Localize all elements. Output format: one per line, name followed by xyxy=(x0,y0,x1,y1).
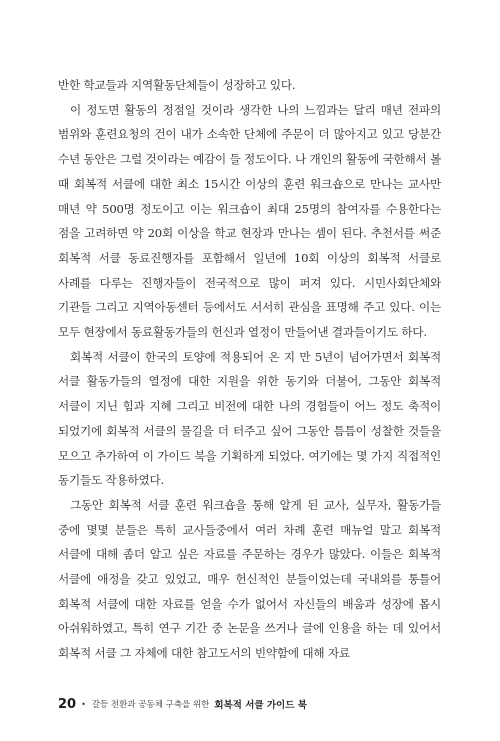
book-subtitle: 갈등 전환과 공동체 구축을 위한 xyxy=(91,700,210,710)
paragraph: 이 정도면 활동의 정점일 것이라 생각한 나의 느낌과는 달리 매년 전파의 범위와 훈련요청의 건이 내가 소속한 단체에 주문이 더 많아지고 있고 당분간 수년 동안은 그럴 것이라는 예감이 들 정도이다. 나 개인의 활동에 국한해서 볼 때 회복적 서클에 대한 최소 15시간 이상의 훈련 워크숍으로 만나는 교사만 매년 약 500명 정도이고 이는 워크숍이 최대 25명의 참여자를 수용한다는 점을 고려하면 약 20회 이상을 학교 현장과 만나는 셈이 된다. 추천서를 써준 회복적 서클 동료진행자를 포함해서 일년에 10회 이상의 회복적 서클로 사례를 다루는 진행자들이 전국적으로 많이 퍼져 있다. 시민사회단체와 기관들 그리고 지역아동센터 등에서도 서서히 관심을 표명해 주고 있다. 이는 모두 현장에서 동료활동가들의 헌신과 열정이 만들어낸 결과들이기도 하다. xyxy=(58,102,441,340)
page-footer xyxy=(58,693,307,715)
paragraph-continuation: 반한 학교들과 지역활동단체들이 성장하고 있다. xyxy=(58,78,296,92)
book-title: 회복적 서클 가이드 북 xyxy=(214,700,307,711)
page-number: 20 xyxy=(58,696,77,712)
page-body xyxy=(58,73,441,666)
paragraph: 그동안 회복적 서클 훈련 워크숍을 통해 알게 된 교사, 실무자, 활동가들 중에 몇몇 분들은 특히 교사들중에서 여러 차례 훈련 매뉴얼 말고 회복적 서클에 대해 좀더 알고 싶은 자료를 주문하는 경우가 많았다. 이들은 회복적 서클에 애정을 갖고 있었고, 매우 헌신적인 분들이었는데 국내외를 통틀어 회복적 서클에 대한 자료를 얻을 수가 없어서 자신들의 배움과 성장에 몹시 아쉬워하였고, 특히 연구 기간 중 논문을 쓰거나 글에 인용을 하는 데 있어서 회복적 서클 그 자체에 대한 참고도서의 빈약함에 대해 자료 xyxy=(58,497,441,661)
paragraph: 회복적 서클이 한국의 토양에 적용되어 온 지 만 5년이 넘어가면서 회복적 서클 활동가들의 열정에 대한 지원을 위한 동기와 더불어, 그동안 회복적 서클이 지닌 힘과 지혜 그리고 비전에 대한 나의 경험들이 어느 정도 축적이 되었기에 회복적 서클의 물길을 더 터주고 싶어 그동안 틈틈이 성찰한 것들을 모으고 추가하여 이 가이드 북을 기획하게 되었다. 여기에는 몇 가지 직접적인 동기들도 작용하였다. xyxy=(58,349,441,488)
footer-bullet: • xyxy=(81,699,86,709)
